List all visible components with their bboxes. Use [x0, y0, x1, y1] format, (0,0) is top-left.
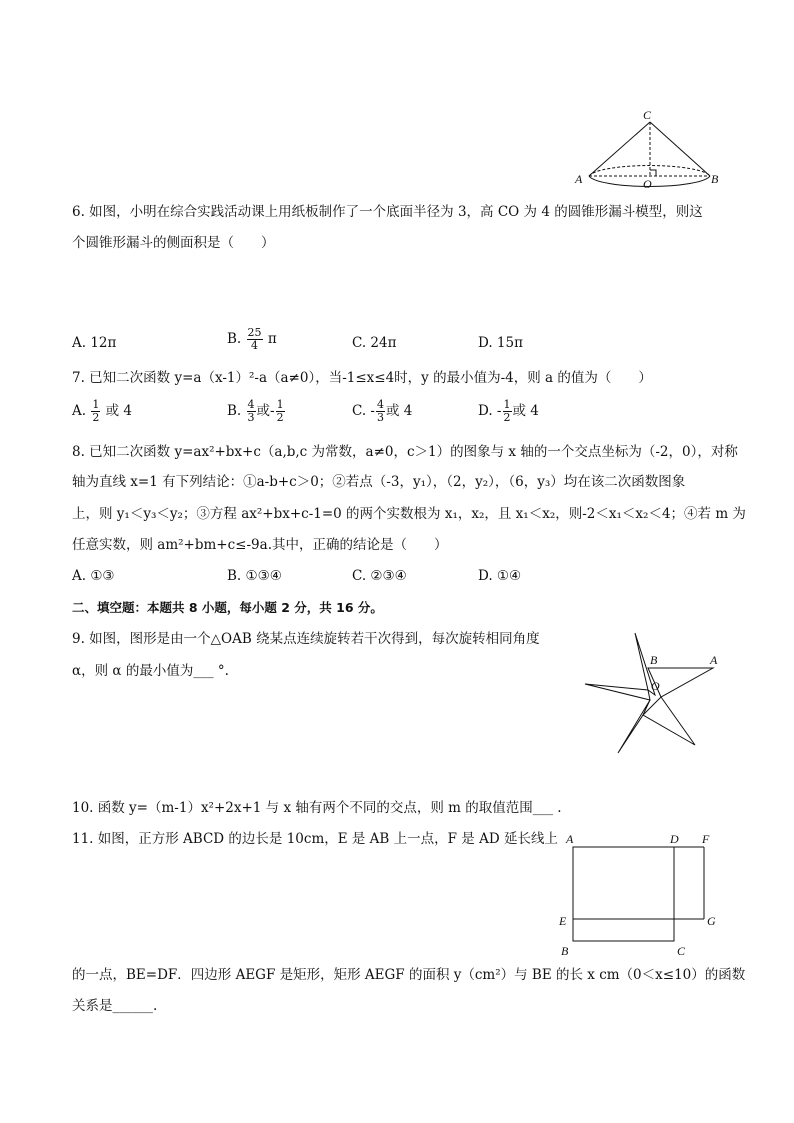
label-g: G: [707, 914, 716, 928]
label-c: C: [677, 944, 686, 958]
q6-line2: 个圆锥形漏斗的侧面积是（ ）: [72, 235, 275, 251]
q8-line4: 任意实数，则 am²+bm+c≤-9a.其中，正确的结论是（ ）: [72, 537, 448, 553]
q7-text: 7. 已知二次函数 y=a（x-1）²-a（a≠0），当-1≤x≤4时，y 的最小值为-4，则 a 的值为（ ）: [72, 370, 652, 386]
label-b: B: [711, 172, 719, 186]
q6-option-b: B. $\frac{25}{4}$ π: [227, 326, 277, 352]
q8-line3: 上，则 y₁＜y₃＜y₂；③方程 ax²+bx+c-1=0 的两个实数根为 x₁，x₂，且 x₁＜x₂，则-2＜x₁＜x₂＜4；④若 m 为: [72, 506, 746, 522]
q6-option-c: C. 24π: [352, 335, 397, 351]
q8-line1: 8. 已知二次函数 y=ax²+bx+c（a,b,c 为常数，a≠0，c＞1）的图象与 x 轴的一个交点坐标为（-2，0），对称: [72, 444, 738, 460]
q8-option-c: C. ②③④: [352, 568, 407, 584]
q7-option-b: B. $\frac{4}{3}$ 或- $\frac{1}{2}$: [227, 398, 284, 424]
q11-line2: 的一点，BE=DF．四边形 AEGF 是矩形，矩形 AEGF 的面积 y（cm²）与 BE 的长 x cm（0＜x≤10）的函数: [72, 967, 746, 983]
q6-option-a: A. 12π: [72, 335, 117, 351]
label-b: B: [561, 944, 569, 958]
label-c: C: [643, 108, 652, 122]
q8-line2: 轴为直线 x=1 有下列结论：①a-b+c＞0；②若点（-3，y₁），（2，y₂），（6，y₃）均在该二次函数图象: [72, 474, 686, 490]
q9-line2: α，则 α 的最小值为___ °.: [72, 663, 229, 679]
label-e: E: [559, 914, 567, 928]
q7-option-c: C. - $\frac{4}{3}$ 或 4: [352, 398, 413, 424]
q8-option-d: D. ①④: [478, 568, 522, 584]
label-a: A: [575, 172, 583, 186]
section-2-heading: 二、填空题：本题共 8 小题，每小题 2 分，共 16 分。: [72, 600, 383, 615]
q7-option-a: A. $\frac{1}{2}$ 或 4: [72, 398, 133, 424]
q9-line1: 9. 如图，图形是由一个△OAB 绕某点连续旋转若干次得到，每次旋转相同角度: [72, 631, 540, 647]
q10-text: 10. 函数 y=（m-1）x²+2x+1 与 x 轴有两个不同的交点，则 m 的取值范围___ .: [72, 800, 562, 816]
label-b: B: [650, 653, 658, 667]
q8-option-b: B. ①③④: [227, 568, 282, 584]
label-o: O: [651, 679, 660, 693]
label-f: F: [702, 832, 710, 846]
label-o: O: [643, 177, 652, 191]
q6-option-d: D. 15π: [478, 335, 523, 351]
q11-line3: 关系是______.: [72, 998, 158, 1014]
q7-option-d: D. - $\frac{1}{2}$ 或 4: [478, 398, 539, 424]
label-a: A: [566, 832, 574, 846]
q6-line1: 6. 如图，小明在综合实践活动课上用纸板制作了一个底面半径为 3，高 CO 为 4 的圆锥形漏斗模型，则这: [72, 204, 703, 220]
label-a: A: [710, 653, 718, 667]
q11-line1: 11. 如图，正方形 ABCD 的边长是 10cm，E 是 AB 上一点，F 是 AD 延长线上: [72, 831, 558, 847]
q8-option-a: A. ①③: [72, 568, 115, 584]
label-d: D: [670, 832, 679, 846]
